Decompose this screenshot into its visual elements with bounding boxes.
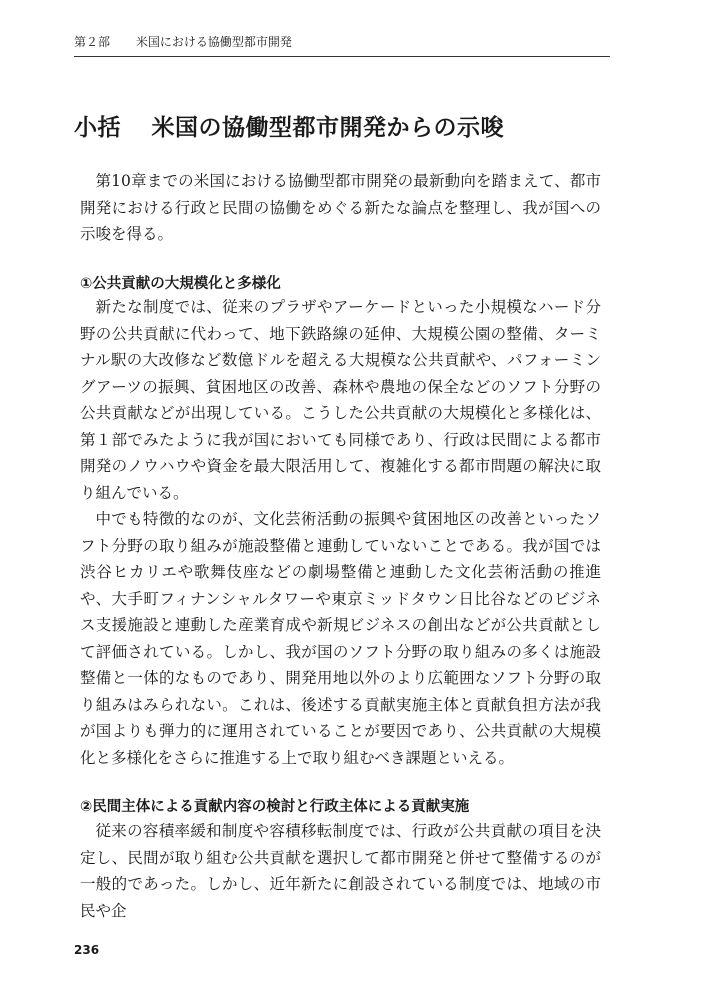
section-2-paragraph-1: 従来の容積率緩和制度や容積移転制度では、行政が公共貢献の項目を決定し、民間が取り組む公共貢献を選択して都市開発と併せて整備するのが一般的であった。しかし、近年新たに創設されている制度では、地域の市民や企 — [80, 822, 601, 920]
header-part-label: 第２部 — [74, 35, 111, 49]
title-lead: 小括 — [74, 115, 121, 141]
header-chapter-title: 米国における協働型都市開発 — [135, 35, 292, 49]
section-2-heading: ②民間主体による貢献内容の検討と行政主体による貢献実施 — [80, 799, 470, 815]
page-title — [74, 112, 504, 144]
intro-paragraph: 第10章までの米国における協働型都市開発の最新動向を踏まえて、都市開発における行政と民間の協働をめぐる新たな論点を整理し、我が国への示唆を得る。 — [80, 172, 601, 243]
section-1-paragraph-1: 新たな制度では、従来のプラザやアーケードといった小規模なハード分野の公共貢献に代わって、地下鉄路線の延伸、大規模公園の整備、ターミナル駅の大改修など数億ドルを超える大規模な公共貢献や、パフォーミングアーツの振興、貧困地区の改善、森林や農地の保全などのソフト分野の公共貢献などが出現している。こうした公共貢献の大規模化と多様化は、第１部でみたように我が国においても同様であり、行政は民間による都市開発のノウハウや資金を最大限活用して、複雑化する都市問題の解決に取り組んでいる。 — [80, 298, 601, 502]
page-number: 236 — [74, 943, 100, 957]
running-header — [74, 34, 610, 57]
title-main: 米国の協働型都市開発からの示唆 — [151, 115, 505, 141]
section-1-heading: ①公共貢献の大規模化と多様化 — [80, 276, 281, 292]
section-1-paragraph-2: 中でも特徴的なのが、文化芸術活動の振興や貧困地区の改善といったソフト分野の取り組みが施設整備と連動していないことである。我が国では渋谷ヒカリエや歌舞伎座などの劇場整備と連動した文化芸術活動の推進や、大手町フィナンシャルタワーや東京ミッドタウン日比谷などのビジネス支援施設と連動した産業育成や新規ビジネスの創出などが公共貢献として評価されている。しかし、我が国のソフト分野の取り組みの多くは施設整備と一体的なものであり、開発用地以外のより広範囲なソフト分野の取り組みはみられない。これは、後述する貢献実施主体と貢献負担方法が我が国よりも弾力的に運用されていることが要因であり、公共貢献の大規模化と多様化をさらに推進する上で取り組むべき課題といえる。 — [80, 510, 601, 767]
